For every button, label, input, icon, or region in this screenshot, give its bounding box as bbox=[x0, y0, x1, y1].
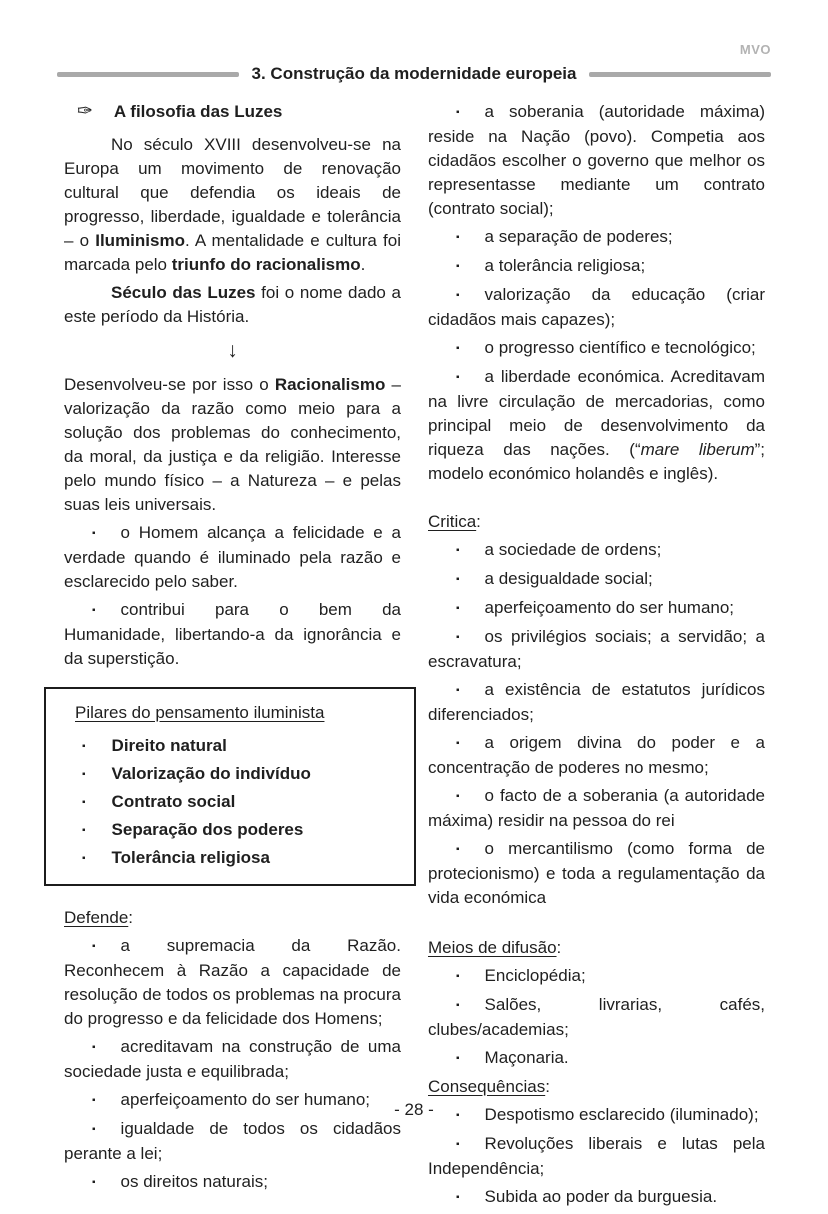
text-run: Iluminismo bbox=[95, 231, 185, 250]
racionalismo-bullet bbox=[64, 598, 401, 671]
defende-bullet bbox=[428, 225, 765, 250]
text-run: os direitos naturais; bbox=[120, 1172, 268, 1191]
pilares-box bbox=[44, 687, 416, 886]
bullet-marker-icon: ▪ bbox=[456, 971, 460, 982]
bullet-marker-icon: ▪ bbox=[456, 290, 460, 301]
bullet-marker-icon: ▪ bbox=[456, 844, 460, 855]
text-run: a desigualdade social; bbox=[484, 569, 653, 588]
text-run: Enciclopédia; bbox=[484, 966, 586, 985]
bullet-marker-icon: ▪ bbox=[82, 769, 86, 780]
text-run: Desenvolveu-se por isso o bbox=[64, 375, 275, 394]
racionalismo-paragraph bbox=[64, 373, 401, 517]
meios-bullet bbox=[428, 993, 765, 1042]
text-run: Século das Luzes bbox=[111, 283, 256, 302]
meios-bullet bbox=[428, 964, 765, 989]
text-run: Subida ao poder da burguesia. bbox=[484, 1187, 718, 1206]
bullet-marker-icon: ▪ bbox=[82, 825, 86, 836]
pilares-item: ▪ Tolerância religiosa bbox=[46, 845, 414, 871]
text-run: o mercantilismo (como forma de protecionismo) e toda a regulamentação da vida económica bbox=[428, 839, 765, 907]
critica-label: Critica: bbox=[428, 512, 481, 531]
text-run: a origem divina do poder e a concentração de poderes no mesmo; bbox=[428, 733, 765, 777]
text-run: a soberania (autoridade máxima) reside na Nação (povo). Competia aos cidadãos escolher o governo que melhor os representasse mediante um contrato (contrato social); bbox=[428, 102, 765, 218]
text-run: o facto de a soberania (a autoridade máxima) residir na pessoa do rei bbox=[428, 786, 765, 830]
text-run: foi o nome dado a este período da História. bbox=[64, 283, 401, 326]
critica-bullet bbox=[428, 678, 765, 727]
text-run: o progresso científico e tecnológico; bbox=[484, 338, 756, 357]
text-run: a liberdade económica. Acreditavam na livre circulação de mercadorias, como principal meio de desenvolvimento da riqueza das nações. (“ bbox=[428, 367, 765, 459]
bullet-marker-icon: ▪ bbox=[82, 853, 86, 864]
critica-bullet bbox=[428, 596, 765, 621]
meios-bullet bbox=[428, 1046, 765, 1071]
bullet-marker-icon: ▪ bbox=[92, 941, 96, 952]
racionalismo-bullet bbox=[64, 521, 401, 594]
text-run: a sociedade de ordens; bbox=[484, 540, 662, 559]
pen-nib-icon: ✑ bbox=[77, 101, 93, 122]
defende-bullet bbox=[64, 934, 401, 1031]
bullet-marker-icon: ▪ bbox=[456, 1139, 460, 1150]
text-run: a tolerância religiosa; bbox=[484, 256, 646, 275]
intro-paragraph bbox=[64, 133, 401, 277]
defende-bullet bbox=[428, 283, 765, 332]
bullet-marker-icon: ▪ bbox=[456, 343, 460, 354]
pilares-item: ▪ Contrato social bbox=[46, 789, 414, 815]
defende-bullet bbox=[428, 365, 765, 486]
defende-bullet bbox=[64, 1035, 401, 1084]
page-title: 3. Construção da modernidade europeia bbox=[251, 64, 577, 83]
text-run: Revoluções liberais e lutas pela Independência; bbox=[428, 1134, 765, 1178]
defende-bullet bbox=[428, 100, 765, 221]
bullet-marker-icon: ▪ bbox=[456, 372, 460, 383]
page-number: - 28 - bbox=[394, 1100, 434, 1119]
bullet-marker-icon: ▪ bbox=[456, 545, 460, 556]
bullet-marker-icon: ▪ bbox=[456, 791, 460, 802]
text-run: contribui para o bem da Humanidade, libertando-a da ignorância e da superstição. bbox=[64, 600, 401, 668]
text-run: os privilégios sociais; a servidão; a escravatura; bbox=[428, 627, 765, 671]
consequencias-bullet bbox=[428, 1185, 765, 1210]
header-rule-left bbox=[57, 72, 239, 77]
label-text: Defende bbox=[64, 908, 129, 927]
bullet-marker-icon: ▪ bbox=[82, 741, 86, 752]
label-text: Pilares do pensamento iluminista bbox=[75, 703, 325, 722]
text-run: acreditavam na construção de uma sociedade justa e equilibrada; bbox=[64, 1037, 401, 1081]
text-run: Maçonaria. bbox=[484, 1048, 569, 1067]
text-run: Despotismo esclarecido (iluminado); bbox=[484, 1105, 759, 1124]
text-run: aperfeiçoamento do ser humano; bbox=[484, 598, 735, 617]
bullet-marker-icon: ▪ bbox=[456, 1110, 460, 1121]
author-watermark: MVO bbox=[739, 42, 771, 57]
bullet-marker-icon: ▪ bbox=[456, 232, 460, 243]
heading-text: A filosofia das Luzes bbox=[113, 102, 283, 121]
defende-bullet bbox=[64, 1117, 401, 1166]
critica-bullet bbox=[428, 837, 765, 910]
bullet-marker-icon: ▪ bbox=[92, 1095, 96, 1106]
defende-bullet bbox=[428, 336, 765, 361]
text-run: . A mentalidade e cultura foi marcada pelo bbox=[64, 231, 402, 274]
text-run: triunfo do racionalismo bbox=[171, 255, 361, 274]
bullet-marker-icon: ▪ bbox=[456, 603, 460, 614]
label-text: Consequências bbox=[428, 1077, 546, 1096]
text-run: . bbox=[360, 255, 366, 274]
bullet-marker-icon: ▪ bbox=[456, 738, 460, 749]
pilares-item: ▪ Separação dos poderes bbox=[46, 817, 414, 843]
text-run: ”; modelo económico holandês e inglês). bbox=[428, 440, 765, 483]
label-text: Critica bbox=[428, 512, 477, 531]
bullet-marker-icon: ▪ bbox=[456, 1192, 460, 1203]
text-run: a supremacia da Razão. Reconhecem à Razão a capacidade de resolução de todos os problemas na procura do progresso e da felicidade dos Homens; bbox=[64, 936, 401, 1028]
header-rule-right bbox=[589, 72, 771, 77]
text-run: Racionalismo bbox=[274, 375, 386, 394]
pilares-item: ▪ Valorização do indivíduo bbox=[46, 761, 414, 787]
box-title bbox=[75, 700, 414, 725]
label-text: Meios de difusão bbox=[428, 938, 557, 957]
consequencias-bullet bbox=[428, 1132, 765, 1181]
bullet-marker-icon: ▪ bbox=[456, 107, 460, 118]
left-column bbox=[64, 100, 401, 1214]
text-run: aperfeiçoamento do ser humano; bbox=[120, 1090, 371, 1109]
critica-bullet bbox=[428, 567, 765, 592]
defende-bullet bbox=[64, 1170, 401, 1195]
bullet-marker-icon: ▪ bbox=[456, 261, 460, 272]
pilares-item: ▪ Direito natural bbox=[46, 733, 414, 759]
two-column-layout bbox=[64, 100, 765, 1214]
text-run: o Homem alcança a felicidade e a verdade quando é iluminado pela razão e esclarecido pelo saber. bbox=[64, 523, 401, 591]
critica-bullet bbox=[428, 731, 765, 780]
seculo-luzes-paragraph bbox=[64, 281, 401, 329]
text-run: valorização da educação (criar cidadãos mais capazes); bbox=[428, 285, 765, 329]
critica-bullet bbox=[428, 538, 765, 563]
defende-bullet bbox=[428, 254, 765, 279]
bullet-marker-icon: ▪ bbox=[456, 574, 460, 585]
text-run: Salões, livrarias, cafés, clubes/academias; bbox=[428, 995, 765, 1039]
section-heading bbox=[64, 100, 401, 124]
meios-label: Meios de difusão: bbox=[428, 938, 562, 957]
text-run: igualdade de todos os cidadãos perante a lei; bbox=[64, 1119, 401, 1163]
text-run: No século XVIII desenvolveu-se na Europa um movimento de renovação cultural que defendia os ideais de progresso, liberdade, igualdade e tolerância – o bbox=[64, 135, 401, 250]
critica-bullet bbox=[428, 625, 765, 674]
bullet-marker-icon: ▪ bbox=[92, 605, 96, 616]
text-run: mare liberum bbox=[640, 440, 755, 459]
bullet-marker-icon: ▪ bbox=[456, 685, 460, 696]
text-run: a separação de poderes; bbox=[484, 227, 673, 246]
consequencias-label: Consequências: bbox=[428, 1077, 550, 1096]
bullet-marker-icon: ▪ bbox=[92, 528, 96, 539]
down-arrow-icon: ↓ bbox=[227, 339, 238, 362]
text-run: a existência de estatutos jurídicos diferenciados; bbox=[428, 680, 765, 724]
text-run: – valorização da razão como meio para a solução dos problemas do conhecimento, da moral, da justiça e da religião. Interesse pelo mundo físico – a Natureza – e pelas suas leis universais. bbox=[64, 375, 401, 514]
right-column bbox=[428, 100, 765, 1214]
critica-bullet bbox=[428, 784, 765, 833]
defende-label: Defende: bbox=[64, 908, 134, 927]
bullet-marker-icon: ▪ bbox=[456, 1053, 460, 1064]
bullet-marker-icon: ▪ bbox=[456, 632, 460, 643]
bullet-marker-icon: ▪ bbox=[92, 1042, 96, 1053]
page-header bbox=[57, 62, 771, 86]
bullet-marker-icon: ▪ bbox=[92, 1177, 96, 1188]
bullet-marker-icon: ▪ bbox=[456, 1000, 460, 1011]
bullet-marker-icon: ▪ bbox=[92, 1124, 96, 1135]
bullet-marker-icon: ▪ bbox=[82, 797, 86, 808]
